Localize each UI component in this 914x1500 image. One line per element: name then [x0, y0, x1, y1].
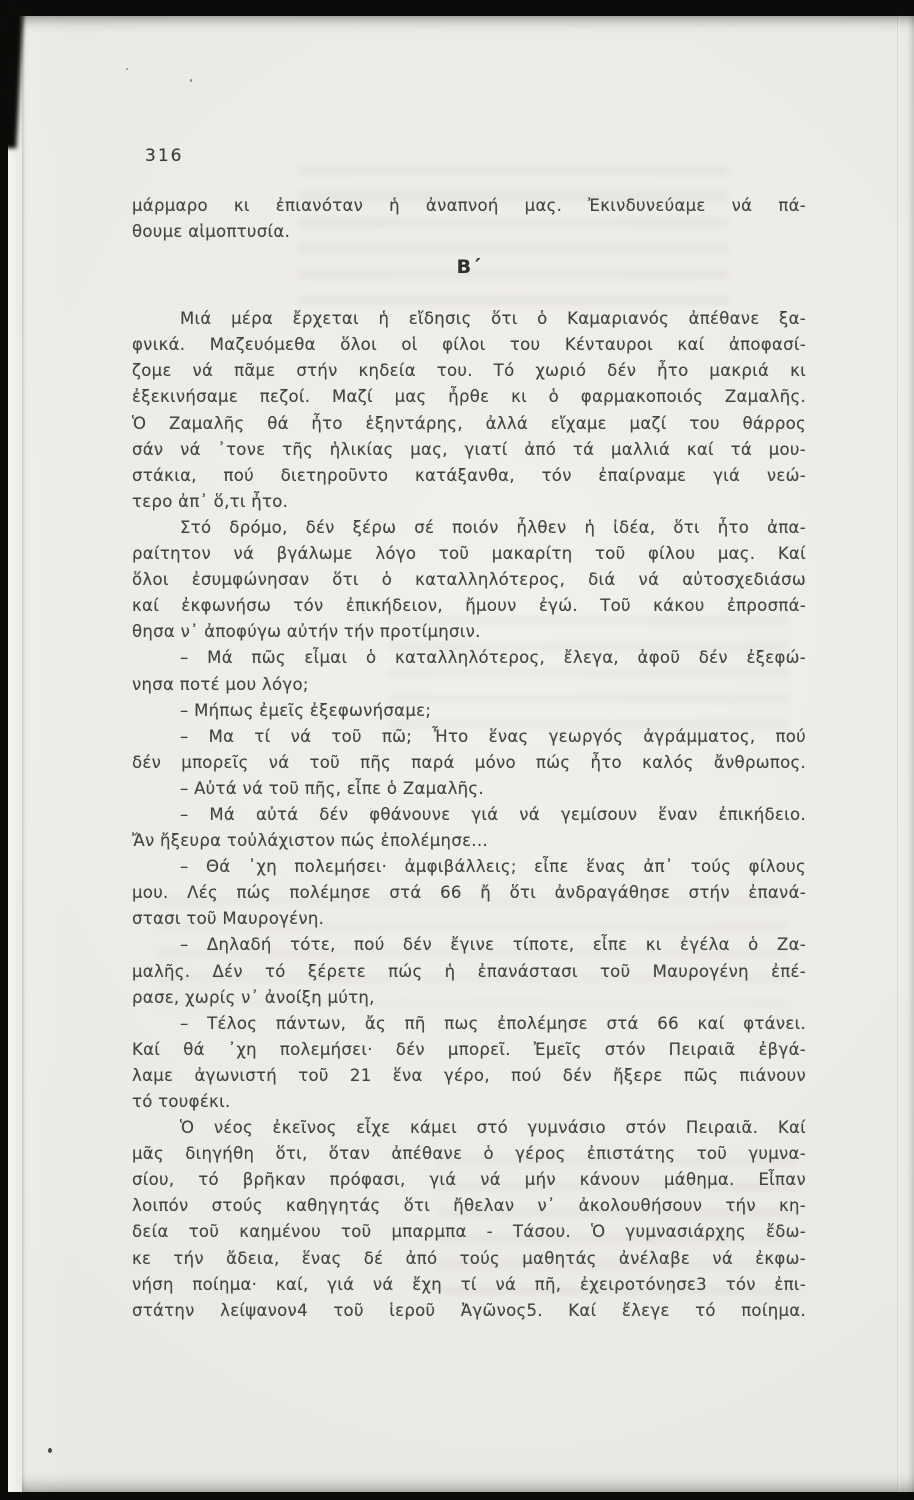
text-line: Μιά μέρα ἔρχεται ἡ εἴδησις ὅτι ὁ Καμαριανός ἀπέθανε ξα-	[180, 309, 806, 329]
section-heading: Β΄	[456, 256, 482, 279]
text-line: λοιπόν στούς καθηγητάς ὅτι ἤθελαν ν᾽ ἀκολουθήσουν τήν κη-	[132, 1196, 806, 1216]
text-line: Ἄν ἤξευρα τοὐλάχιστον πώς ἐπολέμησε...	[132, 831, 488, 851]
text-line: – Μήπως ἐμεῖς ἐξεφωνήσαμε;	[180, 700, 432, 720]
text-line: Στό δρόμο, δέν ξέρω σέ ποιόν ἦλθεν ἡ ἰδέα, ὅτι ἦτο ἀπα-	[180, 517, 806, 537]
text-line: στασι τοῦ Μαυρογένη.	[132, 909, 325, 929]
text-line: ρασε, χωρίς ν᾽ ἀνοίξη μύτη,	[132, 987, 375, 1007]
text-line: μαλῆς. Δέν τό ξέρετε πώς ἡ ἐπανάστασι τοῦ Μαυρογένη ἐπέ-	[132, 961, 806, 981]
text-line: ζομε νά πᾶμε στήν κηδεία του. Τό χωριό δέν ἦτο μακριά κι	[132, 361, 806, 381]
text-line: – Θά ᾽χη πολεμήσει· ἀμφιβάλλεις; εἶπε ἕνας ἀπ᾽ τούς φίλους	[180, 857, 806, 877]
book-page	[8, 16, 914, 1492]
text-line: ραίτητον νά βγάλωμε λόγο τοῦ μακαρίτη τοῦ φίλου μας. Καί	[132, 544, 806, 564]
scan-speck	[48, 1448, 52, 1453]
text-line: – Μά πῶς εἶμαι ὁ καταλληλότερος, ἔλεγα, ἀφοῦ δέν ἐξεφώ-	[180, 648, 806, 668]
text-line: μᾶς διηγήθη ὅτι, ὅταν ἀπέθανε ὁ γέρος ἐπιστάτης τοῦ γυμνα-	[132, 1144, 806, 1164]
text-line: – Μα τί νά τοῦ πῶ; Ἦτο ἕνας γεωργός ἀγράμματος, πού	[180, 726, 806, 746]
text-line: – Τέλος πάντων, ἄς πῆ πως ἐπολέμησε στά 66 καί φτάνει.	[180, 1013, 806, 1033]
text-line: στάτην λείψανον4 τοῦ ἱεροῦ Ἀγῶνος5. Καί ἔλεγε τό ποίημα.	[132, 1300, 806, 1320]
text-line: δέν μπορεῖς νά τοῦ πῆς παρά μόνο πώς ἦτο καλός ἄνθρωπος.	[132, 752, 806, 772]
text-line: τό τουφέκι.	[132, 1092, 231, 1111]
text-line: θησα ν᾽ ἀποφύγω αὐτήν τήν προτίμησιν.	[132, 622, 481, 642]
page-number: 316	[145, 146, 184, 166]
page-left-edge	[8, 16, 22, 1492]
text-line: φνικά. Μαζευόμεθα ὅλοι οἱ φίλοι του Κένταυροι καί ἀποφασί-	[132, 335, 806, 355]
text-line: ἐξεκινήσαμε πεζοί. Μαζί μας ἦρθε κι ὁ φαρμακοποιός Ζαμαλῆς.	[132, 387, 806, 407]
text-line: καί ἐκφωνήσω τόν ἐπικήδειον, ἤμουν ἐγώ. Τοῦ κάκου ἐπροσπά-	[132, 596, 806, 616]
text-line: κε τήν ἄδεια, ἕνας δέ ἀπό τούς μαθητάς ἀνέλαβε νά ἐκφω-	[132, 1248, 806, 1268]
page-text-block	[132, 193, 806, 1324]
intro-paragraph	[132, 193, 806, 245]
page-fold-line	[897, 16, 898, 1492]
text-line: μου. Λές πώς πολέμησε στά 66 ἤ ὅτι ἀνδραγάθησε στήν ἐπανά-	[132, 883, 806, 903]
text-line: – Μά αὐτά δέν φθάνουνε γιά νά γεμίσουν ἕναν ἐπικήδειο.	[180, 804, 806, 824]
text-line: σίου, τό βρῆκαν πρόφασι, γιά νά μήν κάνουν μάθημα. Εἶπαν	[132, 1170, 806, 1190]
text-line: Ὁ Ζαμαλῆς θά ἦτο ἑξηντάρης, ἀλλά εἴχαμε μαζί του θάρρος	[132, 413, 806, 433]
text-line: σάν νά ᾽τονε τῆς ἡλικίας μας, γιατί ἀπό τά μαλλιά καί τά μου-	[132, 439, 806, 459]
text-line: λαμε ἀγωνιστή τοῦ 21 ἕνα γέρο, πού δέν ἤξερε πῶς πιάνουν	[132, 1065, 806, 1085]
text-line: νήση ποίημα· καί, γιά νά ἔχη τί νά πῆ, ἐχειροτόνησε3 τόν ἐπι-	[132, 1274, 806, 1294]
text-line: νησα ποτέ μου λόγο;	[132, 674, 309, 694]
text-line: τερο ἀπ᾽ ὅ,τι ἦτο.	[132, 491, 289, 511]
text-line: – Δηλαδή τότε, πού δέν ἔγινε τίποτε, εἶπε κι ἐγέλα ὁ Ζα-	[180, 935, 806, 955]
text-line: – Αὐτά νά τοῦ πῆς, εἶπε ὁ Ζαμαλῆς.	[180, 778, 484, 798]
text-line: Καί θά ᾽χη πολεμήσει· δέν μπορεῖ. Ἐμεῖς στόν Πειραιᾶ ἐβγά-	[132, 1039, 806, 1059]
text-line: θουμε αἱμοπτυσία.	[132, 222, 291, 242]
body-paragraphs	[132, 306, 806, 1324]
text-line: Ὁ νέος ἐκεῖνος εἶχε κάμει στό γυμνάσιο στόν Πειραιᾶ. Καί	[180, 1118, 806, 1138]
text-line: ὅλοι ἐσυμφώνησαν ὅτι ὁ καταλληλότερος, διά νά αὐτοσχεδιάσω	[132, 570, 806, 590]
scan-speck	[126, 68, 128, 70]
text-line: δεία τοῦ καημένου τοῦ μπαρμπα - Τάσου. Ὁ γυμνασιάρχης ἔδω-	[132, 1222, 806, 1242]
scan-speck	[190, 79, 192, 82]
text-line: στάκια, πού διετηροῦντο κατάξανθα, τόν ἐπαίρναμε γιά νεώ-	[132, 465, 806, 485]
text-line: μάρμαρο κι ἐπιανόταν ἡ ἀναπνοή μας. Ἐκινδυνεύαμε νά πά-	[132, 196, 806, 215]
